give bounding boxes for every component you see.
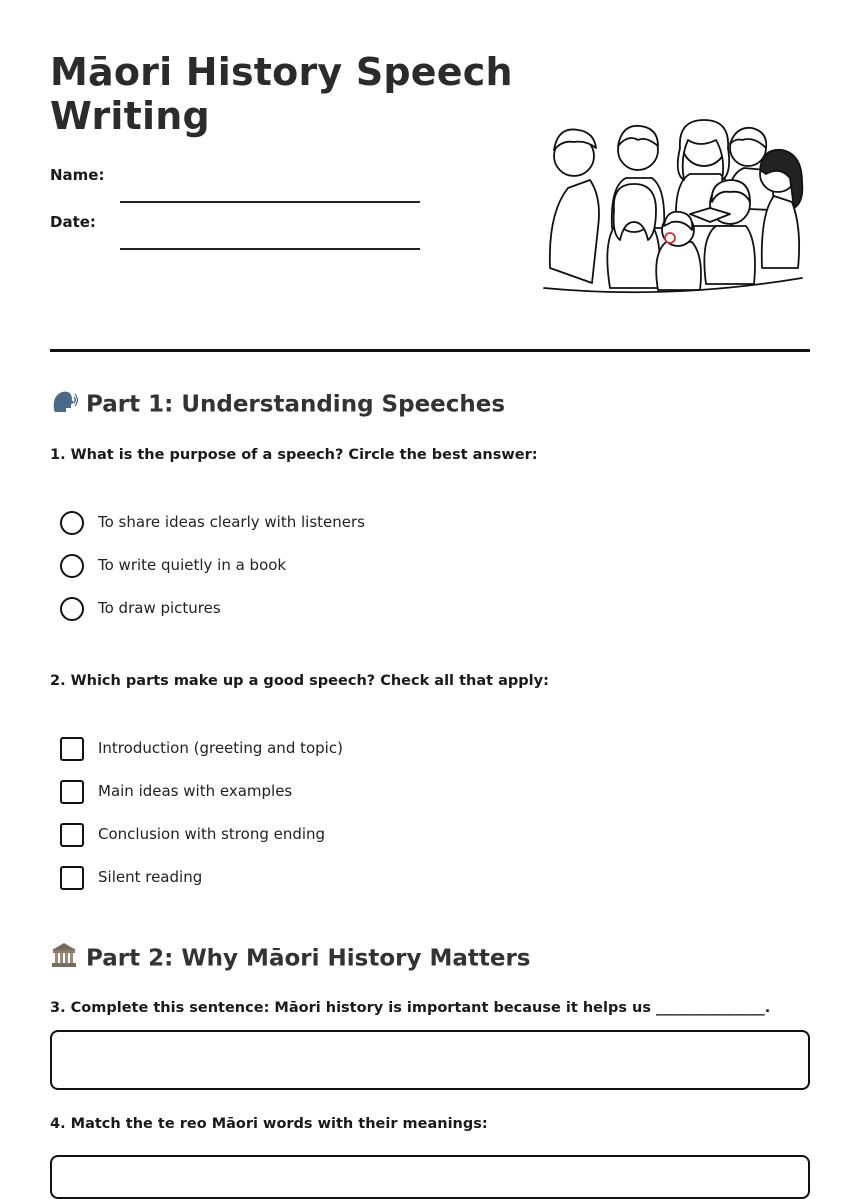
checkbox[interactable] — [60, 737, 84, 761]
part1-heading-text: Part 1: Understanding Speeches — [86, 391, 506, 418]
question-3: 3. Complete this sentence: Māori history is important because it helps us _______________. — [50, 1000, 771, 1016]
circle-option-marker[interactable] — [60, 554, 84, 578]
q2-option-label: Silent reading — [98, 868, 203, 886]
worksheet-title: Māori History Speech Writing — [50, 50, 513, 138]
worksheet-page — [50, 0, 810, 1161]
checkbox[interactable] — [60, 780, 84, 804]
q2-option-1[interactable] — [60, 737, 560, 761]
q2-option-label: Main ideas with examples — [98, 782, 293, 800]
checkbox[interactable] — [60, 866, 84, 890]
q2-option-2[interactable] — [60, 780, 560, 804]
q2-option-3[interactable] — [60, 823, 560, 847]
children-reading-illustration — [540, 118, 805, 298]
question-4: 4. Match the te reo Māori words with their meanings: — [50, 1116, 488, 1132]
part1-heading — [50, 388, 505, 422]
date-label: Date: — [50, 213, 96, 231]
q1-option-1[interactable] — [60, 511, 560, 535]
q1-option-2[interactable] — [60, 554, 560, 578]
q2-option-label: Introduction (greeting and topic) — [98, 739, 343, 757]
speaking-head-icon — [50, 388, 80, 422]
q2-option-4[interactable] — [60, 866, 560, 890]
classical-building-icon — [50, 941, 80, 977]
header-divider — [50, 349, 810, 352]
q2-option-label: Conclusion with strong ending — [98, 825, 326, 843]
part2-heading — [50, 941, 531, 977]
circle-option-marker[interactable] — [60, 511, 84, 535]
q1-option-label: To share ideas clearly with listeners — [98, 513, 365, 531]
checkbox[interactable] — [60, 823, 84, 847]
part2-heading-text: Part 2: Why Māori History Matters — [86, 945, 531, 972]
name-field-row — [50, 165, 430, 195]
date-field-row — [50, 212, 430, 242]
name-input[interactable] — [120, 181, 420, 203]
date-input[interactable] — [120, 228, 420, 250]
q1-option-label: To draw pictures — [98, 599, 221, 617]
question-1: 1. What is the purpose of a speech? Circle the best answer: — [50, 447, 538, 463]
name-label: Name: — [50, 166, 105, 184]
circle-option-marker[interactable] — [60, 597, 84, 621]
question-2: 2. Which parts make up a good speech? Check all that apply: — [50, 673, 549, 689]
q1-option-label: To write quietly in a book — [98, 556, 287, 574]
q3-answer-box[interactable] — [50, 1030, 810, 1090]
q1-option-3[interactable] — [60, 597, 560, 621]
q4-match-box[interactable] — [50, 1155, 810, 1199]
